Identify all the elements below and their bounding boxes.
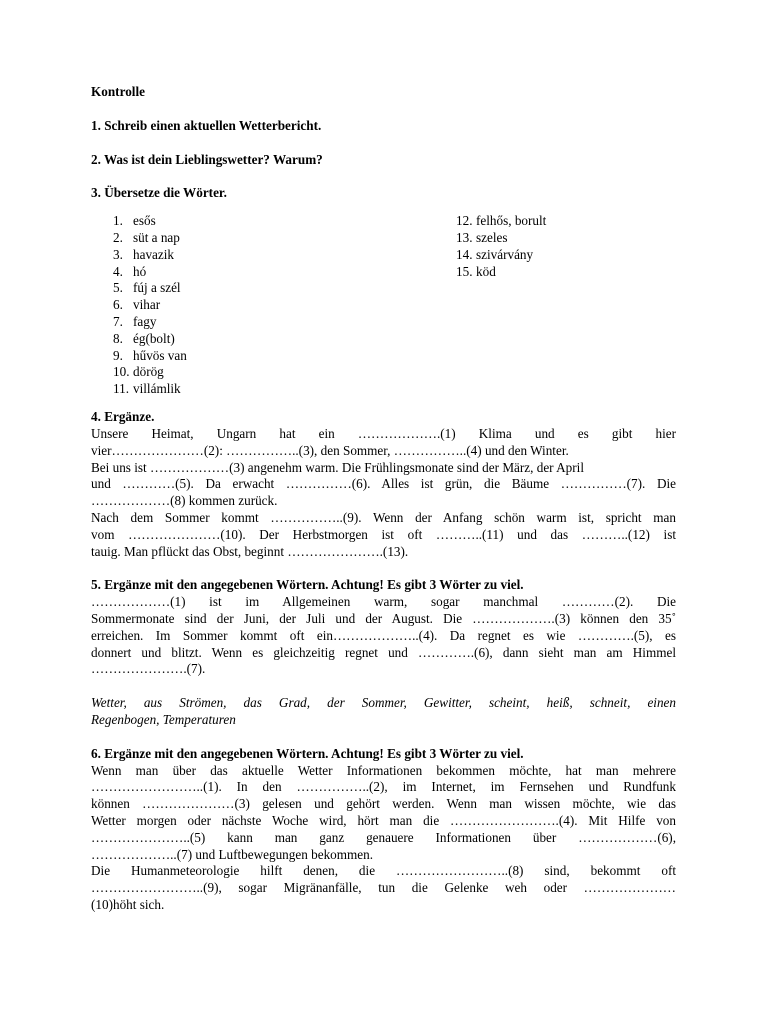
list-item: 9. hűvös van	[113, 347, 187, 363]
task-6-line: ……………………..(1). In den ……………..(2), im Internet, im Fernsehen und Rundfunk	[91, 779, 676, 795]
vocab-list-left	[113, 213, 187, 398]
task-4-line: tauig. Man pflückt das Obst, beginnt ………………….(13).	[91, 543, 409, 559]
task-4-line: und …………(5). Da erwacht ……………(6). Alles ist grün, die Bäume ……………(7). Die	[91, 476, 676, 492]
task-6-title: 6. Ergänze mit den angegebenen Wörtern. Achtung! Es gibt 3 Wörter zu viel.	[91, 745, 524, 761]
list-item: 11. villámlik	[113, 381, 181, 397]
task-4-line: vier…………………(2): ……………..(3), den Sommer, ……………..(4) und den Winter.	[91, 442, 569, 458]
task-2: 2. Was ist dein Lieblingswetter? Warum?	[91, 151, 323, 167]
task-4-line: vom …………………(10). Der Herbstmorgen ist oft ………..(11) und das ………..(12) ist	[91, 526, 676, 542]
task-5-word-bank	[91, 695, 676, 729]
word-bank-line: Wetter, aus Strömen, das Grad, der Sommer, Gewitter, scheint, heiß, schneit, einen	[91, 695, 676, 711]
list-item: 15. köd	[456, 263, 496, 279]
list-item: 1. esős	[113, 213, 156, 229]
task-6-line: ………………..(7) und Luftbewegungen bekommen.	[91, 846, 374, 862]
task-5-line: Sommermonate sind der Juni, der Juli und der August. Die ……………….(3) können den 35˚	[91, 610, 676, 626]
list-item: 7. fagy	[113, 313, 157, 329]
task-5-line: erreichen. Im Sommer kommt oft ein………………..(4). Da regnet es wie ………….(5), es	[91, 627, 676, 643]
list-item: 10. dörög	[113, 364, 164, 380]
list-item: 14. szivárvány	[456, 246, 534, 262]
task-5-line: ………………….(7).	[91, 661, 206, 677]
list-item: 6. vihar	[113, 297, 161, 313]
task-1: 1. Schreib einen aktuellen Wetterbericht.	[91, 117, 322, 133]
task-4-line: Nach dem Sommer kommt ……………..(9). Wenn der Anfang schön warm ist, spricht man	[91, 509, 676, 525]
task-4-title: 4. Ergänze.	[91, 409, 155, 425]
list-item: 3. havazik	[113, 246, 175, 262]
list-item: 2. süt a nap	[113, 229, 180, 245]
task-6-line: Wetter morgen oder nächste Woche wird, hört man die …………………….(4). Mit Hilfe von	[91, 812, 676, 828]
word-bank-line: Regenbogen, Temperaturen	[91, 711, 236, 727]
task-5-section	[91, 577, 676, 678]
list-item: 13. szeles	[456, 229, 508, 245]
list-item: 8. ég(bolt)	[113, 330, 175, 346]
vocab-list-right	[456, 213, 546, 280]
task-4-line: ………………(8) kommen zurück.	[91, 493, 278, 509]
task-6-line: können …………………(3) gelesen und gehört werden. Wenn man wissen möchte, wie das	[91, 796, 676, 812]
task-4-line: Unsere Heimat, Ungarn hat ein ……………….(1) Klima und es gibt hier	[91, 425, 676, 441]
vocab-list	[91, 213, 676, 397]
list-item: 12. felhős, borult	[456, 213, 547, 229]
task-3: 3. Übersetze die Wörter.	[91, 185, 227, 201]
task-6-line: …………………..(5) kann man ganz genauere Informationen über ………………(6),	[91, 829, 676, 845]
task-4-line: Bei uns ist ………………(3) angenehm warm. Die Frühlingsmonate sind der März, der April	[91, 459, 584, 475]
task-6-line: (10)höht sich.	[91, 896, 165, 912]
task-6-line: ……………………..(9), sogar Migränanfälle, tun die Gelenke weh oder …………………	[91, 880, 676, 896]
task-5-title: 5. Ergänze mit den angegebenen Wörtern. Achtung! Es gibt 3 Wörter zu viel.	[91, 577, 524, 593]
list-item: 4. hó	[113, 263, 147, 279]
task-6-line: Die Humanmeteorologie hilft denen, die ……………………..(8) sind, bekommt oft	[91, 863, 676, 879]
task-5-line: donnert und blitzt. Wenn es gleichzeitig regnet und ………….(6), dann sieht man am Himmel	[91, 644, 676, 660]
task-4-section	[91, 409, 676, 560]
worksheet-page	[91, 84, 676, 914]
task-5-line: ………………(1) ist im Allgemeinen warm, sogar manchmal …………(2). Die	[91, 594, 676, 610]
task-6-section	[91, 746, 676, 914]
list-item: 5. fúj a szél	[113, 280, 181, 296]
task-6-line: Wenn man über das aktuelle Wetter Informationen bekommen möchte, hat man mehrere	[91, 762, 676, 778]
page-title: Kontrolle	[91, 84, 145, 99]
